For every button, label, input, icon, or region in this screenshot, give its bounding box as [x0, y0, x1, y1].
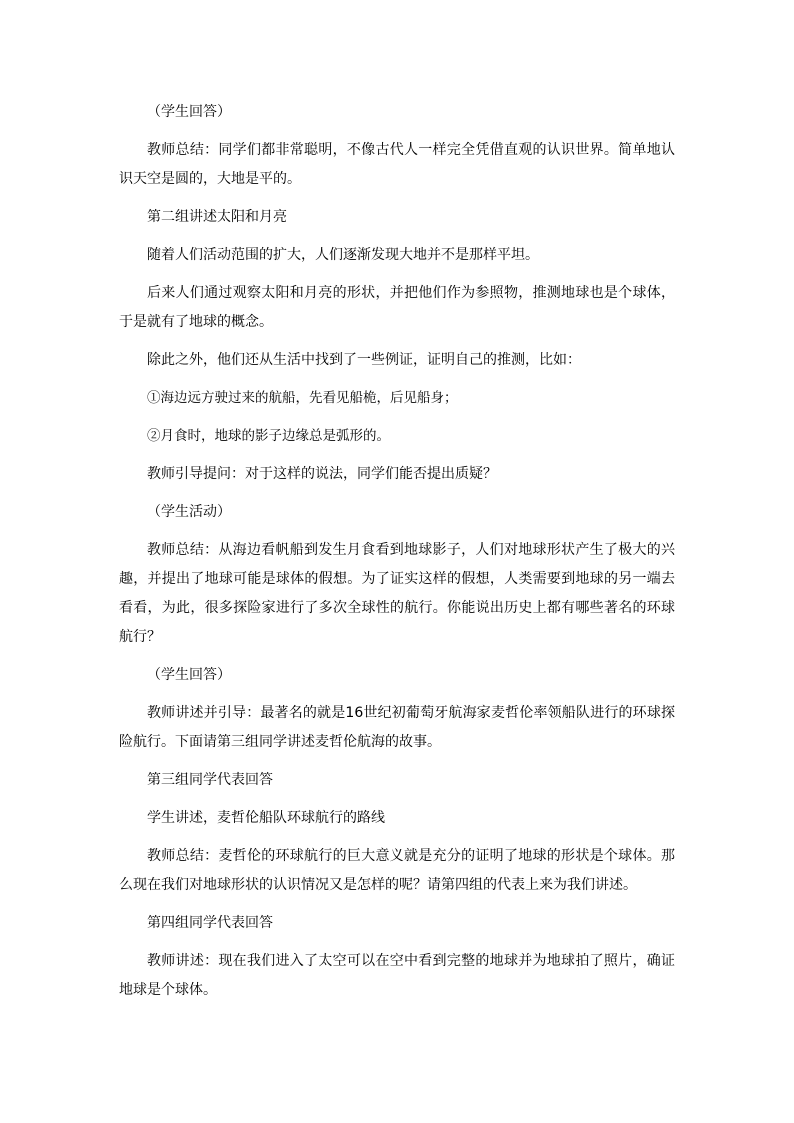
paragraph-teacher-space-photo: 教师讲述：现在我们进入了太空可以在空中看到完整的地球并为地球拍了照片，确证地球是个球体。: [119, 953, 675, 998]
paragraph-evidence-eclipse: ②月食时，地球的影子边缘总是弧形的。: [147, 428, 390, 444]
paragraph-teacher-summary-3: 教师总结：麦哲伦的环球航行的巨大意义就是充分的证明了地球的形状是个球体。那么现在我们对地球形状的认识情况又是怎样的呢？请第四组的代表上来为我们讲述。: [119, 848, 675, 893]
paragraph-evidence-intro: 除此之外，他们还从生活中找到了一些例证，证明自己的推测，比如：: [147, 352, 581, 368]
paragraph-teacher-summary-2: 教师总结：从海边看帆船到发生月食看到地球影子，人们对地球形状产生了极大的兴趣，并提出了地球可能是球体的假想。为了证实这样的假想，人类需要到地球的另一端去看看，为此，很多探险家进行了多次全球性的航行。你能说出历史上都有哪些著名的环球航行？: [119, 542, 675, 645]
paragraph-group-four-heading: 第四组同学代表回答: [147, 915, 273, 931]
paragraph-group-three-heading: 第三组同学代表回答: [147, 772, 273, 788]
paragraph-evidence-ship: ①海边远方驶过来的航船，先看见船桅，后见船身；: [147, 390, 458, 406]
paragraph-student-activity: （学生活动）: [147, 504, 231, 520]
paragraph-student-answer-2: （学生回答）: [147, 667, 231, 683]
document-body: [119, 98, 675, 1014]
paragraph-teacher-guidance: 教师讲述并引导：最著名的就是16世纪初葡萄牙航海家麦哲伦率领船队进行的环球探险航行。下面请第三组同学讲述麦哲伦航海的故事。: [119, 705, 675, 750]
paragraph-teacher-summary-1: 教师总结：同学们都非常聪明，不像古代人一样完全凭借直观的认识世界。简单地认识天空是圆的，大地是平的。: [119, 142, 675, 187]
paragraph-student-answer-1: （学生回答）: [147, 104, 231, 120]
paragraph-magellan-route: 学生讲述，麦哲伦船队环球航行的路线: [147, 810, 385, 826]
paragraph-activity-range: 随着人们活动范围的扩大，人们逐渐发现大地并不是那样平坦。: [147, 247, 539, 263]
paragraph-sun-moon-observation: 后来人们通过观察太阳和月亮的形状，并把他们作为参照物，推测地球也是个球体，于是就有了地球的概念。: [119, 285, 675, 330]
paragraph-group-two-heading: 第二组讲述太阳和月亮: [147, 209, 287, 225]
paragraph-teacher-question: 教师引导提问：对于这样的说法，同学们能否提出质疑？: [147, 466, 497, 482]
